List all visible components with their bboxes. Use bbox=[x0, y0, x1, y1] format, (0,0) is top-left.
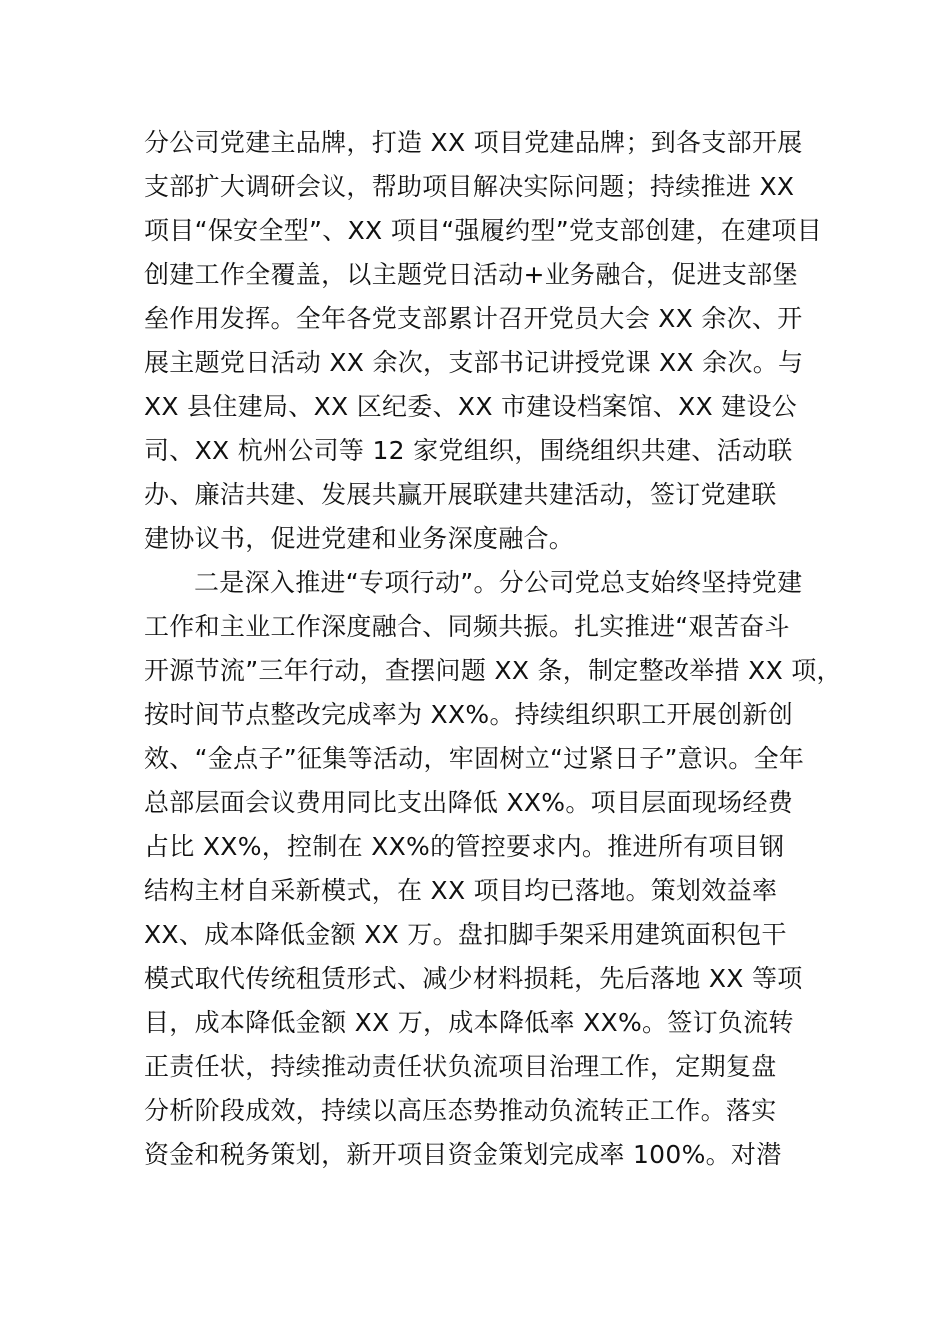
text-line: 总部层面会议费用同比支出降低 XX%。项目层面现场经费 bbox=[144, 788, 794, 817]
text-line: 司、XX 杭州公司等 12 家党组织，围绕组织共建、活动联 bbox=[144, 436, 793, 465]
text-line: 展主题党日活动 XX 余次，支部书记讲授党课 XX 余次。与 bbox=[144, 348, 804, 377]
text-line: 分析阶段成效，持续以高压态势推动负流转正工作。落实 bbox=[144, 1096, 777, 1125]
text-line: 按时间节点整改完成率为 XX%。持续组织职工开展创新创 bbox=[144, 700, 794, 729]
text-line: 垒作用发挥。全年各党支部累计召开党员大会 XX 余次、开 bbox=[144, 304, 803, 333]
text-line: 开源节流”三年行动，查摆问题 XX 条，制定整改举措 XX 项， bbox=[144, 656, 842, 685]
paragraph-first-line: 二是深入推进“专项行动”。分公司党总支始终坚持党建 bbox=[194, 568, 803, 597]
text-line: 占比 XX%，控制在 XX%的管控要求内。推进所有项目钢 bbox=[144, 832, 785, 861]
text-line: 效、“金点子”征集等活动，牢固树立“过紧日子”意识。全年 bbox=[144, 744, 805, 773]
text-line: XX、成本降低金额 XX 万。盘扣脚手架采用建筑面积包干 bbox=[144, 920, 787, 949]
text-line: 模式取代传统租赁形式、减少材料损耗，先后落地 XX 等项 bbox=[144, 964, 803, 993]
text-line: XX 县住建局、XX 区纪委、XX 市建设档案馆、XX 建设公 bbox=[144, 392, 798, 421]
text-line: 支部扩大调研会议，帮助项目解决实际问题；持续推进 XX bbox=[144, 172, 795, 201]
text-line: 结构主材自采新模式，在 XX 项目均已落地。策划效益率 bbox=[144, 876, 778, 905]
text-line: 工作和主业工作深度融合、同频共振。扎实推进“艰苦奋斗 bbox=[144, 612, 790, 641]
text-line: 创建工作全覆盖，以主题党日活动+业务融合，促进支部堡 bbox=[144, 260, 798, 289]
text-line: 分公司党建主品牌，打造 XX 项目党建品牌；到各支部开展 bbox=[144, 128, 803, 157]
text-line: 资金和税务策划，新开项目资金策划完成率 100%。对潜 bbox=[144, 1140, 782, 1169]
text-line: 办、廉洁共建、发展共赢开展联建共建活动，签订党建联 bbox=[144, 480, 777, 509]
text-line: 建协议书，促进党建和业务深度融合。 bbox=[144, 524, 575, 553]
text-line: 项目“保安全型”、XX 项目“强履约型”党支部创建，在建项目 bbox=[144, 216, 823, 245]
text-line: 正责任状，持续推动责任状负流项目治理工作，定期复盘 bbox=[144, 1052, 777, 1081]
text-line: 目，成本降低金额 XX 万，成本降低率 XX%。签订负流转 bbox=[144, 1008, 794, 1037]
